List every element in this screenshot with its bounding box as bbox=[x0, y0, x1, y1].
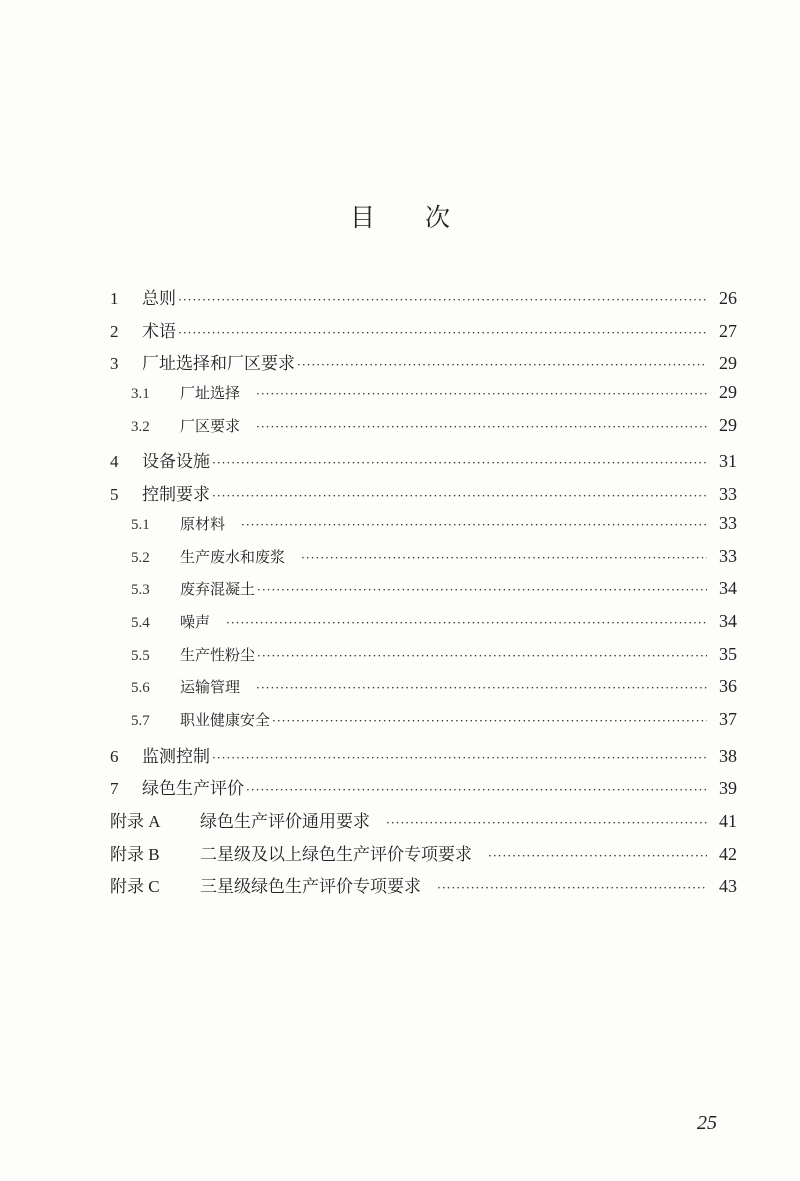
toc-entry-title: 职业健康安全 bbox=[180, 710, 271, 729]
toc-leader-dots bbox=[297, 358, 707, 372]
toc-entry-number: 附录 C bbox=[110, 877, 160, 897]
toc-entry-number: 5.3 bbox=[131, 582, 150, 599]
toc-entry-page: 41 bbox=[719, 811, 737, 831]
toc-entry-number: 5.5 bbox=[131, 647, 150, 664]
toc-entry-page: 29 bbox=[719, 353, 737, 374]
toc-entry-title: 厂址选择和厂区要求 bbox=[142, 354, 295, 375]
toc-leader-dots bbox=[386, 816, 707, 830]
toc-entry[interactable] bbox=[110, 676, 737, 709]
toc-entry-number: 附录 B bbox=[110, 844, 160, 864]
toc-leader-dots bbox=[212, 456, 707, 470]
toc-entry-title: 设备设施 bbox=[142, 452, 210, 473]
toc-entry-number: 6 bbox=[110, 746, 119, 766]
toc-entry-title: 生产废水和废浆 bbox=[180, 547, 286, 566]
toc-entry[interactable] bbox=[110, 317, 737, 350]
toc-entry[interactable] bbox=[110, 872, 737, 905]
toc-leader-dots bbox=[246, 783, 707, 797]
toc-leader-dots bbox=[257, 649, 707, 663]
toc-entry-title: 绿色生产评价 bbox=[142, 779, 244, 800]
toc-title: 目次 bbox=[349, 203, 500, 232]
toc-entry-number: 3.1 bbox=[131, 386, 150, 403]
toc-leader-dots bbox=[178, 326, 707, 340]
toc-entry[interactable] bbox=[110, 709, 737, 742]
toc-entry-page: 37 bbox=[719, 708, 737, 729]
toc-leader-dots bbox=[241, 518, 707, 532]
toc-entry-title: 噪声 bbox=[180, 612, 211, 631]
toc-entry-title: 原材料 bbox=[180, 514, 226, 533]
toc-entry-page: 29 bbox=[719, 414, 737, 435]
toc-entry-title: 绿色生产评价通用要求 bbox=[200, 812, 370, 832]
toc-entry-number: 7 bbox=[110, 779, 119, 799]
toc-leader-dots bbox=[301, 551, 707, 565]
toc-entry-page: 43 bbox=[719, 876, 737, 897]
toc-leader-dots bbox=[212, 751, 707, 765]
toc-entry[interactable] bbox=[110, 840, 737, 873]
toc-leader-dots bbox=[272, 714, 707, 728]
toc-entry-page: 33 bbox=[719, 545, 737, 566]
toc-leader-dots bbox=[437, 881, 707, 895]
toc-entry-title: 监测控制 bbox=[142, 746, 210, 767]
toc-entry[interactable] bbox=[110, 513, 737, 546]
toc-entry-number: 5.1 bbox=[131, 516, 150, 533]
toc-leader-dots bbox=[256, 681, 707, 695]
toc-entry-page: 33 bbox=[719, 484, 737, 505]
toc-entry[interactable] bbox=[110, 774, 737, 807]
toc-leader-dots bbox=[257, 583, 707, 597]
toc-entry-number: 2 bbox=[110, 321, 119, 341]
toc-entry-title: 生产性粉尘 bbox=[180, 645, 256, 664]
toc-entry-title: 控制要求 bbox=[142, 485, 210, 506]
toc-entry-number: 5.4 bbox=[131, 614, 150, 631]
toc-leader-dots bbox=[178, 293, 707, 307]
toc-entry-page: 29 bbox=[719, 382, 737, 403]
toc-entry[interactable] bbox=[110, 284, 737, 317]
toc-entry[interactable] bbox=[110, 382, 737, 415]
toc-leader-dots bbox=[226, 616, 707, 630]
toc-entry-number: 5 bbox=[110, 485, 119, 505]
toc-entry-page: 34 bbox=[719, 578, 737, 599]
toc-leader-dots bbox=[488, 849, 707, 863]
toc-entry-number: 5.7 bbox=[131, 712, 150, 729]
toc-entry-page: 36 bbox=[719, 676, 737, 697]
toc-entry-page: 26 bbox=[719, 288, 737, 308]
toc-entry[interactable] bbox=[110, 415, 737, 448]
toc-entry-number: 3 bbox=[110, 354, 119, 374]
toc-entry[interactable] bbox=[110, 349, 737, 382]
toc-entry-number: 5.6 bbox=[131, 680, 150, 697]
toc-entry-page: 31 bbox=[719, 451, 737, 472]
toc-entry-title: 三星级绿色生产评价专项要求 bbox=[200, 877, 421, 898]
toc-entry[interactable] bbox=[110, 644, 737, 677]
toc-entry[interactable] bbox=[110, 742, 737, 775]
toc-entry-number: 3.2 bbox=[131, 418, 150, 435]
toc-entry-page: 39 bbox=[719, 778, 737, 799]
toc-entry[interactable] bbox=[110, 578, 737, 611]
toc-entry-number: 5.2 bbox=[131, 549, 150, 566]
toc-entry-number: 1 bbox=[110, 289, 119, 308]
toc-leader-dots bbox=[256, 387, 707, 401]
toc-entry-title: 厂区要求 bbox=[180, 416, 241, 435]
toc-entry-number: 附录 A bbox=[110, 812, 161, 831]
toc-entry-title: 术语 bbox=[142, 321, 176, 342]
toc-entry-number: 4 bbox=[110, 452, 119, 472]
toc-entry-title: 厂址选择 bbox=[180, 384, 241, 403]
toc-leader-dots bbox=[212, 489, 707, 503]
toc-entry-page: 38 bbox=[719, 745, 737, 766]
toc-entry-page: 33 bbox=[719, 512, 737, 533]
toc-entry[interactable] bbox=[110, 546, 737, 579]
toc-entry-page: 34 bbox=[719, 610, 737, 631]
page-number: 25 bbox=[697, 1112, 717, 1134]
toc-entry-title: 二星级及以上绿色生产评价专项要求 bbox=[200, 844, 472, 865]
toc-entry-title: 运输管理 bbox=[180, 678, 241, 697]
toc-entry-page: 27 bbox=[719, 320, 737, 341]
toc-leader-dots bbox=[256, 420, 707, 434]
toc-entry-page: 35 bbox=[719, 643, 737, 664]
toc-entry-title: 废弃混凝土 bbox=[180, 580, 256, 599]
toc-entry[interactable] bbox=[110, 807, 737, 840]
toc-entry-title: 总则 bbox=[142, 289, 176, 309]
table-of-contents bbox=[110, 284, 737, 905]
toc-entry[interactable] bbox=[110, 611, 737, 644]
toc-entry[interactable] bbox=[110, 480, 737, 513]
toc-entry[interactable] bbox=[110, 447, 737, 480]
toc-entry-page: 42 bbox=[719, 843, 737, 864]
